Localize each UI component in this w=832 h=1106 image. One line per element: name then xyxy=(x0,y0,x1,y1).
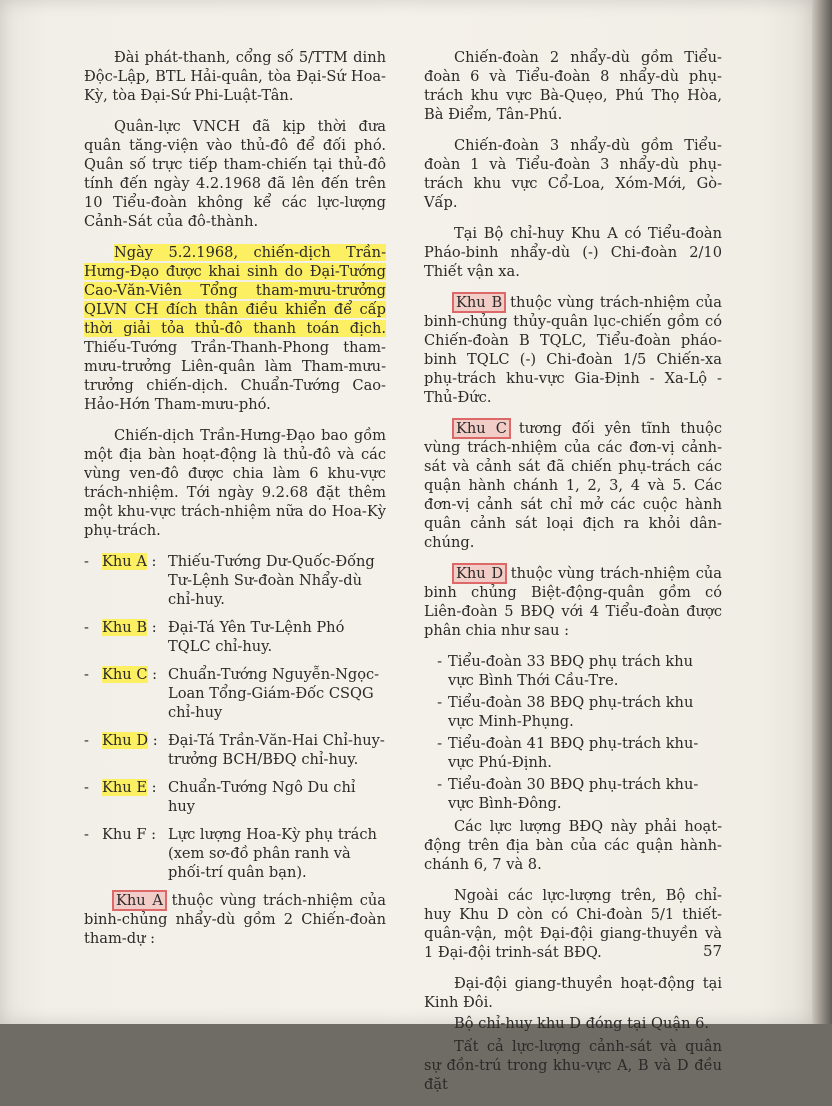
zone-label: Khu A xyxy=(102,553,147,570)
zone-label: Khu C xyxy=(102,666,148,683)
battalion-list xyxy=(424,652,722,813)
paragraph-reinforcements: Quân-lực VNCH đã kịp thời đưa quân tăng-viện vào thủ-đô để đối phó. Quân số trực tiếp tham-chiến tại thủ-đô tính đến ngày 4.2.1968 đã lên đến trên 10 Tiểu-đoàn không kể các lực-lượng Cảnh-Sát của đô-thành. xyxy=(84,118,386,230)
paragraph-zone-d xyxy=(424,564,722,640)
zone-item-b xyxy=(84,618,386,656)
zone-item-a xyxy=(84,552,386,609)
zone-commander: Lực lượng Hoa-Kỳ phụ trách (xem sơ-đồ phân ranh và phối-trí quân bạn). xyxy=(168,826,377,881)
left-column xyxy=(84,48,386,960)
colon: : xyxy=(151,553,157,570)
paragraph-all-forces: Tất cả lực-lượng cảnh-sát và quân sự đồn-trú trong khu-vực A, B và D đều đặt xyxy=(424,1038,722,1093)
list-item xyxy=(424,652,722,690)
page-edge xyxy=(812,0,832,1024)
zone-label: Khu B xyxy=(102,619,148,636)
paragraph-river-company: Đại-đội giang-thuyền hoạt-động tại Kinh Đôi. xyxy=(424,975,722,1011)
paragraph-zone-b xyxy=(424,293,722,407)
list-dash: - xyxy=(84,732,89,749)
colon: : xyxy=(152,666,158,683)
zone-marker: Khu D xyxy=(456,565,504,582)
battalion-text: Tiểu-đoàn 38 BĐQ phụ-trách khu vực Minh-Phụng. xyxy=(448,694,694,730)
page-number: 57 xyxy=(703,942,723,960)
list-dash: - xyxy=(437,694,442,711)
zone-label: Khu D xyxy=(102,732,149,749)
highlighted-text: Ngày 5.2.1968, chiến-dịch Trần-Hưng-Đạo được khai sinh do Đại-Tướng Cao-Văn-Viên Tổng tham-mưu-trưởng QLVN CH đích thân điều khiển để cấp thời giải tỏa thủ-đô thanh toán địch. xyxy=(84,244,386,337)
zone-marker: Khu A xyxy=(116,892,163,909)
list-item xyxy=(424,693,722,731)
colon: : xyxy=(151,826,157,843)
zone-item-c xyxy=(84,665,386,722)
colon: : xyxy=(152,732,158,749)
list-dash: - xyxy=(84,666,89,683)
paragraph-radio-station: Đài phát-thanh, cổng số 5/TTM dinh Độc-Lập, BTL Hải-quân, tòa Đại-Sứ Hoa-Kỳ, tòa Đại-Sứ Phi-Luật-Tân. xyxy=(84,49,386,104)
paragraph-brigade-2: Chiến-đoàn 2 nhẩy-dù gồm Tiểu-đoàn 6 và Tiểu-đoàn 8 nhẩy-dù phụ-trách khu vực Bà-Quẹo, Phú Thọ Hòa, Bà Điểm, Tân-Phú. xyxy=(424,49,722,123)
paragraph-zone-d-extra: Ngoài các lực-lượng trên, Bộ chỉ-huy Khu D còn có Chi-đoàn 5/1 thiết-quân-vận, một Đại-đội giang-thuyền và 1 Đại-đội trinh-sát BĐQ. xyxy=(424,887,722,961)
zone-marker: Khu C xyxy=(456,420,507,437)
list-item xyxy=(424,734,722,772)
colon: : xyxy=(151,779,157,796)
paragraph-text: Thiếu-Tướng Trần-Thanh-Phong tham-mưu-trưởng Liên-quân làm Tham-mưu-trưởng chiến-dịch. Chuẩn-Tướng Cao-Hảo-Hớn Tham-mưu-phó. xyxy=(84,339,386,413)
list-item xyxy=(424,775,722,813)
paragraph-zone-c xyxy=(424,419,722,552)
zone-commander: Đại-Tá Trần-Văn-Hai Chỉ-huy-trưởng BCH/BĐQ chỉ-huy. xyxy=(168,732,385,768)
zone-marker: Khu B xyxy=(456,294,503,311)
list-dash: - xyxy=(84,619,89,636)
paragraph-zone-d-hq: Bộ chỉ-huy khu D đóng tại Quận 6. xyxy=(454,1015,710,1032)
paragraph-artillery: Tại Bộ chỉ-huy Khu A có Tiểu-đoàn Pháo-binh nhẩy-dù (-) Chi-đoàn 2/10 Thiết vận xa. xyxy=(424,225,722,280)
battalion-text: Tiểu-đoàn 30 BĐQ phụ-trách khu-vực Bình-Đông. xyxy=(448,776,699,812)
list-dash: - xyxy=(84,826,89,843)
paragraph-text: thuộc vùng trách-nhiệm của binh chủng Biệt-động-quân gồm có Liên-đoàn 5 BĐQ với 4 Tiểu-đoàn được phân chia như sau : xyxy=(424,565,722,639)
list-dash: - xyxy=(84,779,89,796)
list-dash: - xyxy=(437,776,442,793)
zone-label: Khu F xyxy=(102,826,147,843)
zone-list xyxy=(84,552,386,882)
paragraph-ranger-area: Các lực lượng BĐQ này phải hoạt-động trên địa bàn của các quận hành-chánh 6, 7 và 8. xyxy=(424,818,722,873)
battalion-text: Tiểu-đoàn 41 BĐQ phụ-trách khu-vực Phú-Định. xyxy=(448,735,699,771)
zone-label: Khu E xyxy=(102,779,147,796)
list-dash: - xyxy=(84,553,89,570)
paragraph-campaign-launch xyxy=(84,243,386,414)
zone-commander: Chuẩn-Tướng Nguyễn-Ngọc-Loan Tổng-Giám-Đốc CSQG chỉ-huy xyxy=(168,666,380,721)
colon: : xyxy=(151,619,157,636)
right-column xyxy=(424,48,722,1106)
paragraph-campaign-scope: Chiến-dịch Trần-Hưng-Đạo bao gồm một địa bàn hoạt-động là thủ-đô và các vùng ven-đô được chia làm 6 khu-vực trách-nhiệm. Tới ngày 9.2.68 đặt thêm một khu-vực trách-nhiệm nữa do Hoa-Kỳ phụ-trách. xyxy=(84,427,386,539)
zone-item-e xyxy=(84,778,386,816)
battalion-text: Tiểu-đoàn 33 BĐQ phụ trách khu vực Bình Thới Cầu-Tre. xyxy=(448,653,694,689)
zone-commander: Đại-Tá Yên Tư-Lệnh Phó TQLC chỉ-huy. xyxy=(168,619,345,655)
list-dash: - xyxy=(437,653,442,670)
zone-item-f xyxy=(84,825,386,882)
paragraph-text: thuộc vùng trách-nhiệm của binh-chủng nhẩy-dù gồm 2 Chiến-đoàn tham-dự : xyxy=(84,892,386,947)
paragraph-zone-a xyxy=(84,891,386,948)
zone-commander: Chuẩn-Tướng Ngô Du chỉ huy xyxy=(168,779,356,815)
list-dash: - xyxy=(437,735,442,752)
zone-commander: Thiếu-Tướng Dư-Quốc-Đống Tư-Lệnh Sư-đoàn Nhẩy-dù chỉ-huy. xyxy=(168,553,375,608)
zone-item-d xyxy=(84,731,386,769)
paragraph-text: thuộc vùng trách-nhiệm của binh-chủng thủy-quân lục-chiến gồm có Chiến-đoàn B TQLC, Tiểu-đoàn pháo-binh TQLC (-) Chi-đoàn 1/5 Chiến-xa phụ-trách khu-vực Gia-Định - Xa-Lộ - Thủ-Đức. xyxy=(424,294,722,406)
paragraph-text: tương đối yên tĩnh thuộc vùng trách-nhiệm của các đơn-vị cảnh-sát và cảnh sát đã chiến phụ-trách các quận hành chánh 1, 2, 3, 4 và 5. Các đơn-vị cảnh sát chỉ mở các cuộc hành quân cảnh sát loại địch ra khỏi dân-chúng. xyxy=(424,420,723,551)
paragraph-brigade-3: Chiến-đoàn 3 nhẩy-dù gồm Tiểu-đoàn 1 và Tiểu-đoàn 3 nhẩy-dù phụ-trách khu vực Cổ-Loa, Xóm-Mới, Gò-Vấp. xyxy=(424,137,722,211)
